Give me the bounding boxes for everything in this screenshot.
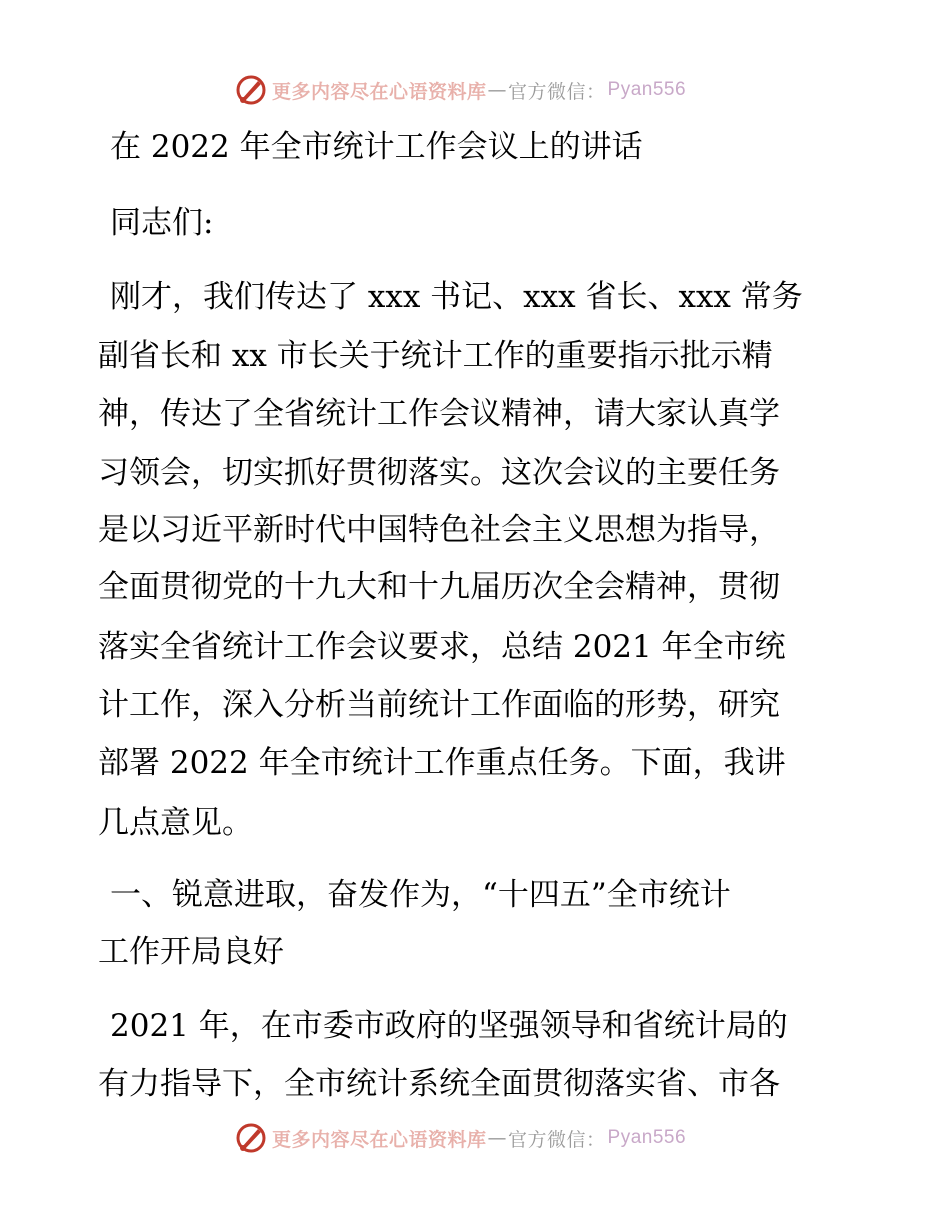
document-title: 在 2022 年全市统计工作会议上的讲话 xyxy=(110,129,643,165)
watermark-banner-top xyxy=(234,70,686,110)
watermark-account: Pyan556 xyxy=(607,1127,687,1148)
watermark-dash: — xyxy=(487,79,508,101)
section-heading-1-continued: 工作开局良好 xyxy=(98,934,284,970)
paragraph-1-line: 刚才，我们传达了 xxx 书记、xxx 省长、xxx 常务 xyxy=(110,279,803,315)
watermark-dash: — xyxy=(487,1127,508,1149)
paragraph-1-line: 几点意见。 xyxy=(98,805,253,841)
watermark-banner-bottom xyxy=(234,1118,686,1158)
watermark-label: 官方微信： xyxy=(508,80,606,103)
paragraph-1-line: 全面贯彻党的十九大和十九届历次全会精神，贯彻 xyxy=(98,569,780,605)
paragraph-1-line: 计工作，深入分析当前统计工作面临的形势，研究 xyxy=(98,687,780,723)
salutation: 同志们: xyxy=(110,205,214,241)
paragraph-2-line: 有力指导下，全市统计系统全面贯彻落实省、市各 xyxy=(98,1066,780,1102)
paragraph-1-line: 副省长和 xx 市长关于统计工作的重要指示批示精 xyxy=(98,338,773,374)
paragraph-2-line: 2021 年，在市委市政府的坚强领导和省统计局的 xyxy=(110,1008,788,1044)
brush-logo-icon xyxy=(234,73,268,107)
watermark-text: 更多内容尽在心语资料库 xyxy=(272,1128,487,1151)
watermark-label: 官方微信： xyxy=(508,1128,606,1151)
section-heading-1: 一、锐意进取，奋发作为，“十四五”全市统计 xyxy=(110,877,731,913)
brush-logo-icon xyxy=(234,1121,268,1155)
paragraph-1-line: 落实全省统计工作会议要求，总结 2021 年全市统 xyxy=(98,629,786,665)
watermark-account: Pyan556 xyxy=(607,79,687,100)
paragraph-1-line: 神，传达了全省统计工作会议精神，请大家认真学 xyxy=(98,396,780,432)
watermark-text: 更多内容尽在心语资料库 xyxy=(272,80,487,103)
paragraph-1-line: 是以习近平新时代中国特色社会主义思想为指导， xyxy=(98,512,780,548)
paragraph-1-line: 部署 2022 年全市统计工作重点任务。下面，我讲 xyxy=(98,745,786,781)
paragraph-1-line: 习领会，切实抓好贯彻落实。这次会议的主要任务 xyxy=(98,455,780,491)
